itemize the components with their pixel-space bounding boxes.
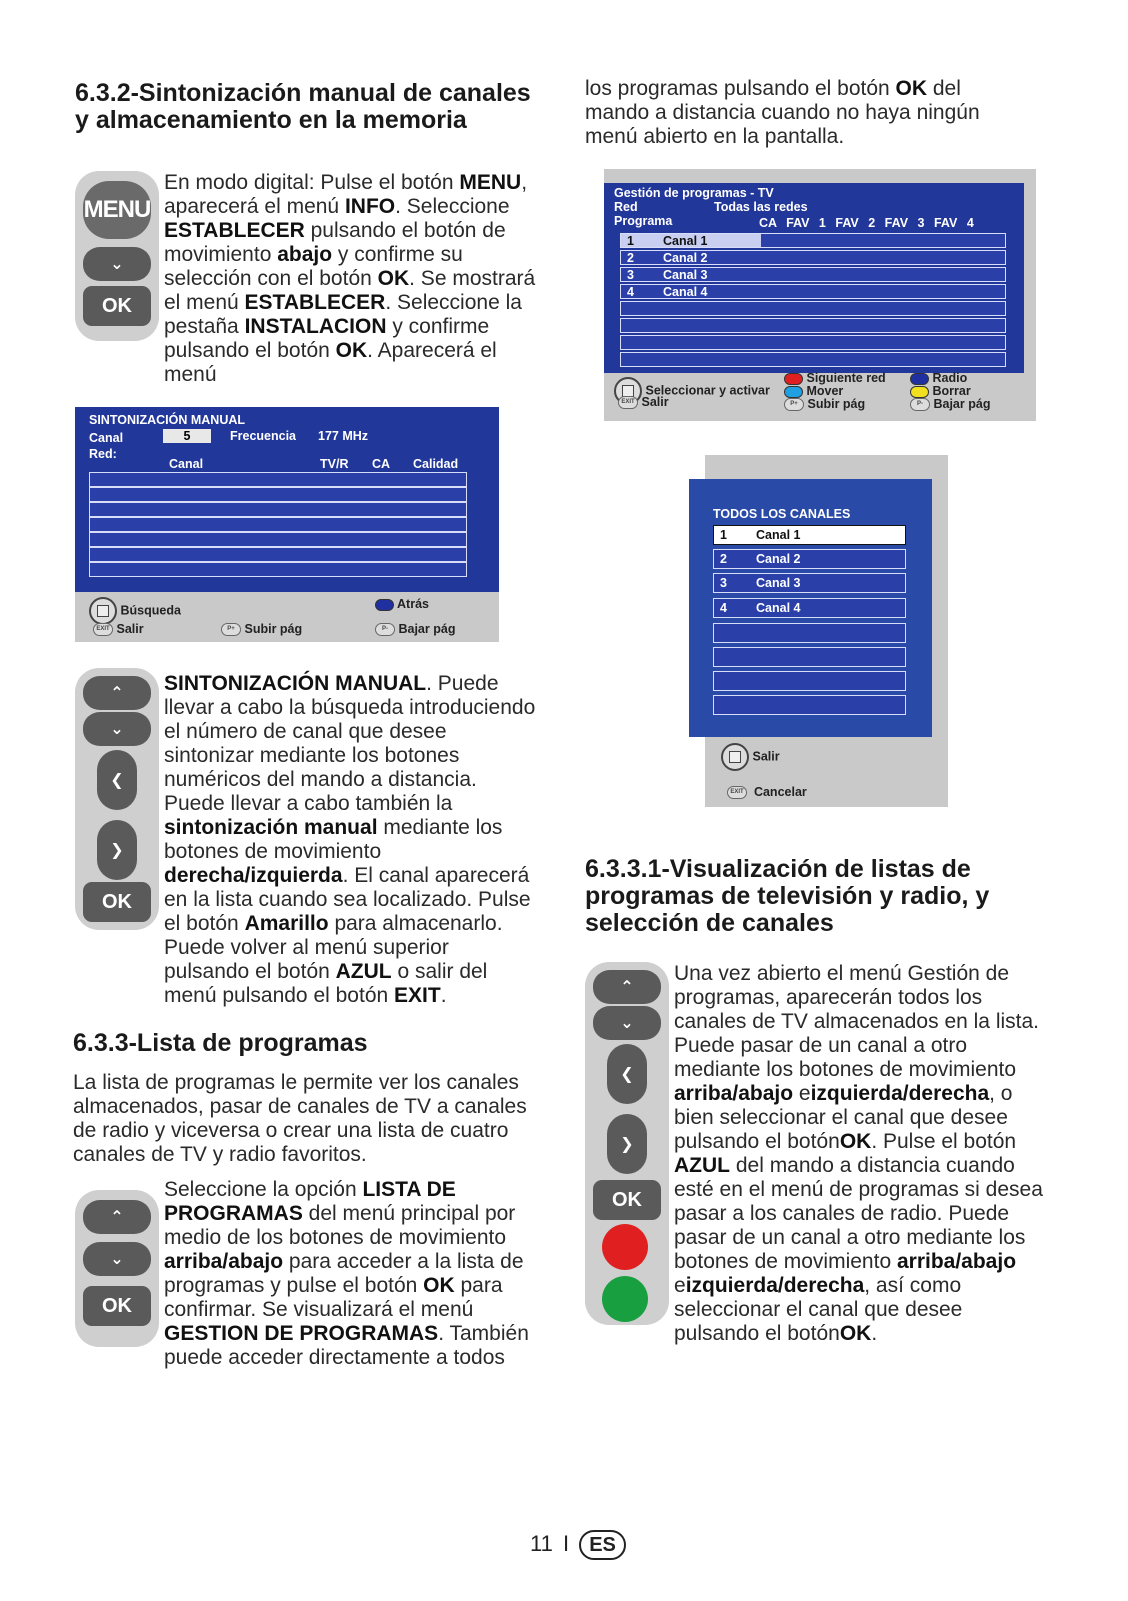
red-label: Red:	[89, 447, 117, 461]
manual-tuning-screen	[75, 407, 499, 642]
list-row	[89, 517, 467, 532]
ok-button-icon: OK	[83, 1286, 151, 1326]
exit-icon: EXIT	[618, 396, 638, 409]
exit-icon: EXIT	[727, 786, 747, 799]
legend-radio: Radio	[910, 371, 967, 385]
col-canal: Canal	[169, 457, 204, 471]
table-row	[620, 335, 1006, 350]
canal-value: 5	[163, 429, 211, 443]
ok-button-icon: OK	[83, 286, 151, 326]
all-channels-screen	[705, 455, 948, 807]
list-item	[713, 623, 906, 643]
screen-title: Gestión de programas - TV	[614, 186, 774, 200]
up-arrow-icon: ⌃	[593, 970, 661, 1004]
screen-title: SINTONIZACIÓN MANUAL	[89, 413, 246, 427]
screen-title: TODOS LOS CANALES	[713, 507, 851, 521]
dpad-icon	[721, 743, 749, 771]
legend-mover: Mover	[784, 384, 843, 398]
program-management-screen	[604, 169, 1036, 421]
table-row[interactable]: 4 Canal 4	[620, 284, 1006, 299]
ok-button-icon: OK	[593, 1180, 661, 1220]
list-row	[89, 472, 467, 487]
up-arrow-icon: ⌃	[83, 676, 151, 710]
table-row[interactable]: 3 Canal 3	[620, 267, 1006, 282]
page-number: 11	[530, 1531, 553, 1556]
legend-salir: Salir	[721, 743, 780, 771]
paragraph-633-b: Seleccione la opción LISTA DE PROGRAMAS del menú principal por medio de los botones de movimiento arriba/abajo para acceder a la lista de programas y pulse el botón OK para confirmar. Se visualizará el menú GESTION DE PROGRAMAS. También puede acceder directamente a todos	[164, 1178, 529, 1369]
legend-borrar: Borrar	[910, 384, 971, 398]
list-item	[713, 647, 906, 667]
legend-cancelar: EXIT Cancelar	[727, 785, 807, 799]
legend-subir: P+ Subir pág	[221, 622, 302, 636]
ok-button-icon: OK	[83, 882, 151, 922]
paragraph-6331: Una vez abierto el menú Gestión de programas, aparecerán todos los canales de TV almacenados en la lista. Puede pasar de un canal a otro mediante los botones de movimiento arriba/abajo eizquierda/derecha, o bien seleccionar el canal que desee pulsando el botónOK. Pulse el botón AZUL del mando a distancia cuando esté en el menú de programas si desea pasar a los canales de radio. Puede pasar de un canal a otro mediante los botones de movimiento arriba/abajo eizquierda/derecha, así como seleccionar el canal que desee pulsando el botónOK.	[674, 962, 1043, 1345]
left-arrow-icon: ❮	[97, 750, 137, 810]
down-arrow-icon: ⌄	[593, 1006, 661, 1040]
table-row	[620, 318, 1006, 333]
green-button-icon	[602, 1276, 648, 1322]
section-title-632: 6.3.2-Sintonización manual de canales y almacenamiento en la memoria	[75, 79, 531, 134]
table-row	[620, 301, 1006, 316]
remote-nav-graphic	[75, 668, 159, 930]
section-title-633: 6.3.3-Lista de programas	[73, 1029, 368, 1057]
right-arrow-icon: ❯	[97, 820, 137, 880]
freq-value: 177 MHz	[318, 429, 369, 443]
list-item	[713, 671, 906, 691]
up-arrow-icon: ⌃	[83, 1200, 151, 1234]
page-down-icon: P-	[375, 623, 395, 636]
page-down-icon: P-	[910, 398, 930, 411]
list-item[interactable]: 4 Canal 4	[713, 598, 906, 618]
freq-label: Frecuencia	[230, 429, 297, 443]
table-row	[620, 352, 1006, 367]
list-item	[713, 695, 906, 715]
paragraph-632-a: En modo digital: Pulse el botón MENU, aparecerá el menú INFO. Seleccione ESTABLECER pulsando el botón de movimiento abajo y confirme su selección con el botón OK. Se mostrará el menú ESTABLECER. Seleccione la pestaña INSTALACION y confirme pulsando el botón OK. Aparecerá el menú	[164, 171, 536, 386]
blue-button-icon	[375, 599, 394, 611]
down-arrow-icon: ⌄	[83, 1242, 151, 1276]
paragraph-633-c: los programas pulsando el botón OK del mando a distancia cuando no haya ningún menú abierto en la pantalla.	[585, 77, 980, 148]
cyan-button-icon	[784, 386, 803, 398]
legend-select: Seleccionar y activar	[614, 377, 770, 405]
down-arrow-icon: ⌄	[83, 712, 151, 746]
remote-menu-graphic	[75, 171, 159, 341]
red-button-icon	[784, 373, 803, 385]
language-badge: ES	[579, 1530, 626, 1560]
right-arrow-icon: ❯	[607, 1114, 647, 1174]
page-footer: 11 I ES	[530, 1530, 626, 1560]
legend-salir: EXIT Salir	[93, 622, 144, 636]
remote-updown-graphic	[75, 1190, 159, 1347]
legend-atras: Atrás	[375, 597, 429, 611]
red-label: Red	[614, 200, 638, 214]
legend-bajar: P- Bajar pág	[375, 622, 455, 636]
list-row	[89, 562, 467, 577]
legend-salir: EXIT Salir	[618, 395, 669, 409]
remote-color-graphic	[585, 962, 669, 1325]
menu-button-icon: MENU	[83, 181, 151, 239]
legend-bajar: P- Bajar pág	[910, 397, 990, 411]
legend-busqueda: Búsqueda	[89, 597, 181, 625]
programa-label: Programa	[614, 214, 673, 228]
table-row[interactable]: 2 Canal 2	[620, 250, 1006, 265]
legend-subir: P+ Subir pág	[784, 397, 865, 411]
table-row[interactable]: 1 Canal 1	[620, 233, 1006, 248]
list-item[interactable]: 3 Canal 3	[713, 573, 906, 593]
col-tvr: TV/R	[320, 457, 349, 471]
col-calidad: Calidad	[413, 457, 459, 471]
left-arrow-icon: ❮	[607, 1044, 647, 1104]
blue-button-icon	[910, 373, 929, 385]
paragraph-632-b: SINTONIZACIÓN MANUAL. Puede llevar a cabo la búsqueda introduciendo el número de canal que desee sintonizar mediante los botones numéricos del mando a distancia. Puede llevar a cabo también la sintonización manual mediante los botones de movimiento derecha/izquierda. El canal aparecerá en la lista cuando sea localizado. Pulse el botón Amarillo para almacenarlo. Puede volver al menú superior pulsando el botón AZUL o salir del menú pulsando el botón EXIT.	[164, 672, 536, 1007]
yellow-button-icon	[910, 386, 929, 398]
exit-icon: EXIT	[93, 623, 113, 636]
down-arrow-icon: ⌄	[83, 247, 151, 281]
list-row	[89, 502, 467, 517]
list-item[interactable]: 2 Canal 2	[713, 549, 906, 569]
section-title-6331: 6.3.3.1-Visualización de listas de programas de televisión y radio, y selección de canales	[585, 855, 990, 937]
list-row	[89, 487, 467, 502]
red-button-icon	[602, 1224, 648, 1270]
list-row	[89, 547, 467, 562]
legend-siguiente-red: Siguiente red	[784, 371, 886, 385]
page-up-icon: P+	[784, 398, 804, 411]
red-value: Todas las redes	[714, 200, 808, 214]
canal-label: Canal	[89, 431, 124, 445]
col-ca: CA	[372, 457, 391, 471]
page-up-icon: P+	[221, 623, 241, 636]
paragraph-633-a: La lista de programas le permite ver los canales almacenados, pasar de canales de TV a canales de radio y viceversa o crear una lista de cuatro canales de TV y radio favoritos.	[73, 1071, 527, 1166]
dpad-icon	[89, 597, 117, 625]
column-headers: CA FAV 1 FAV 2 FAV 3 FAV 4	[759, 216, 974, 230]
list-item[interactable]: 1 Canal 1	[713, 525, 906, 545]
list-row	[89, 532, 467, 547]
